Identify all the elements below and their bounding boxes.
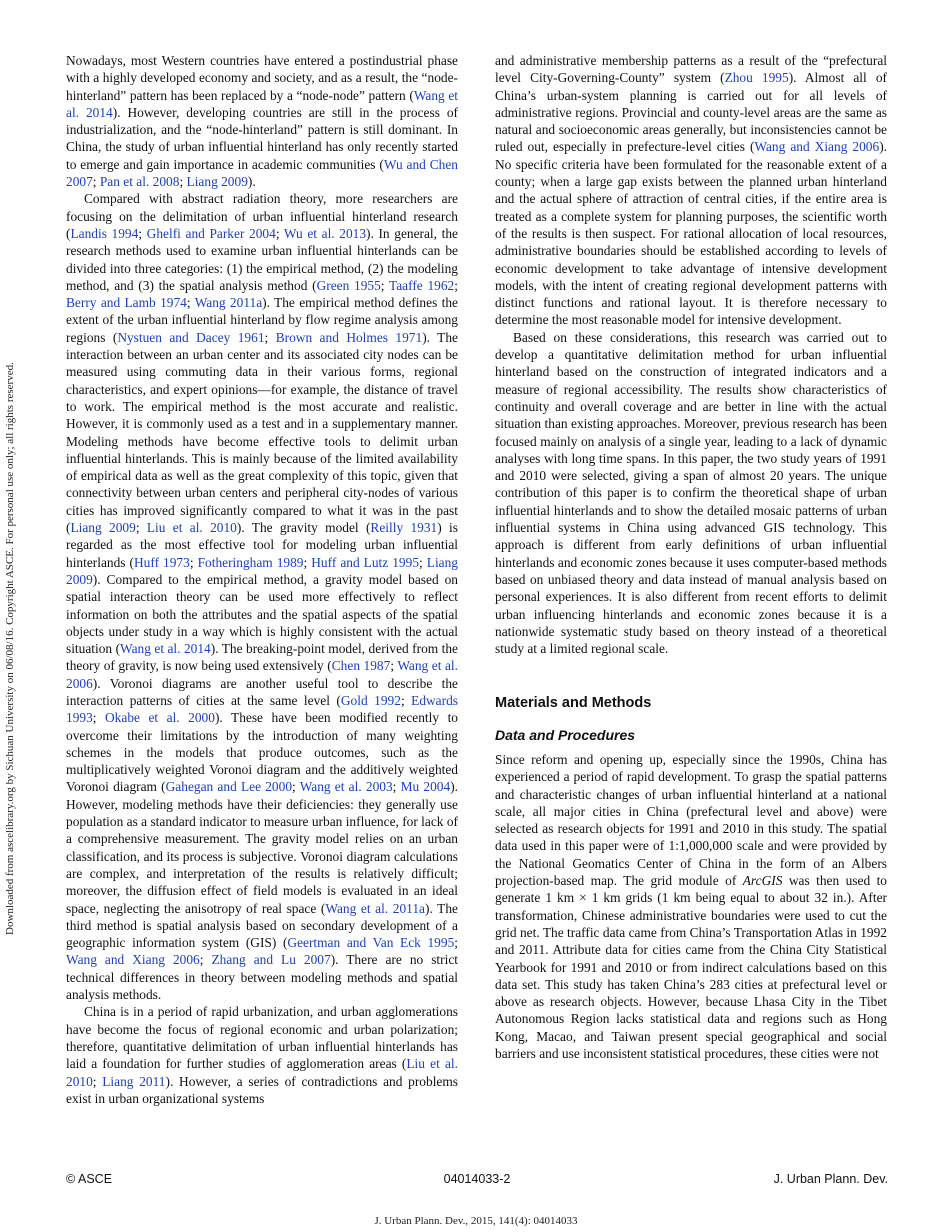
text-run: ;	[138, 225, 147, 241]
citation-link[interactable]: Liu et al. 2010	[66, 1056, 458, 1089]
text-run: ). However, developing countries are still in the process of industrialization, and the “node-hinterland” pattern is still dominant. In China, the study of urban influential hinterland has only recently started to emerge and gain importance in academic communities (	[66, 104, 458, 172]
download-notice-text: Downloaded from ascelibrary.org by Sichuan University on 06/08/16. Copyright ASCE. For personal use only; all rights reserved.	[4, 362, 16, 935]
text-run: ;	[454, 935, 458, 951]
software-name: ArcGIS	[742, 873, 783, 889]
text-run: ). However, a series of contradictions and problems exist in urban organizational systems	[66, 1073, 458, 1106]
text-run: ;	[419, 554, 427, 570]
text-run: ). Compared to the empirical method, a gravity model based on spatial interaction theory can be used more effectively to reflect information on both the attributes and the spatial aspects of the spatial objects under study in a way which is highly consistent with the actual situation (	[66, 571, 458, 657]
subsection-heading: Data and Procedures	[495, 726, 636, 743]
citation-link[interactable]: Zhou 1995	[724, 70, 789, 86]
citation-link[interactable]: Wang 2011a	[194, 295, 263, 311]
text-run: Nowadays, most Western countries have entered a postindustrial phase with a highly developed economy and society, and as a result, the “node-hinterland” pattern has been replaced by a “node-node” pattern (	[66, 53, 458, 103]
text-run: ;	[92, 1073, 103, 1089]
page-number: 04014033-2	[443, 1172, 511, 1186]
text-run: ;	[92, 174, 100, 190]
citation-link[interactable]: Brown and Holmes 1971	[275, 329, 423, 345]
citation-link[interactable]: Landis 1994	[70, 225, 139, 241]
citation-link[interactable]: Fotheringham 1989	[197, 554, 304, 570]
citation-link[interactable]: Wang and Xiang 2006	[66, 952, 200, 968]
text-run: ;	[303, 554, 312, 570]
left-paragraph-1	[66, 52, 458, 190]
citation-link[interactable]: Pan et al. 2008	[99, 174, 180, 190]
text-run: ;	[199, 952, 212, 968]
text-run: and administrative membership patterns as a result of the “prefectural level City-Governing-County” system (	[495, 53, 887, 86]
citation-link[interactable]: Okabe et al. 2000	[105, 710, 215, 726]
text-run: ;	[264, 329, 276, 345]
citation-link[interactable]: Wang et al. 2014	[66, 87, 458, 120]
citation-link[interactable]: Berry and Lamb 1974	[66, 295, 187, 311]
text-run: ;	[135, 520, 147, 536]
right-paragraph-3	[495, 751, 887, 1062]
left-column	[66, 52, 458, 1107]
text-run: ;	[390, 658, 398, 674]
text-run: Compared with abstract radiation theory, more researchers are focusing on the delimitation of urban influential hinterland research (	[66, 191, 458, 241]
citation-link[interactable]: Zhang and Lu 2007	[211, 952, 331, 968]
citation-link[interactable]: Reilly 1931	[370, 520, 438, 536]
citation-link[interactable]: Gahegan and Lee 2000	[165, 779, 293, 795]
text-run: ;	[179, 174, 187, 190]
citation-link[interactable]: Liang 2009	[70, 520, 136, 536]
citation-link[interactable]: Gold 1992	[340, 692, 401, 708]
text-run: Since reform and opening up, especially since the 1990s, China has experienced a period of rapid development. To grasp the spatial patterns and characteristic changes of urban influential hinterland at a national scale, all major cities in China (prefectural level and above) were selected as research objects for 1991 and 2010 in this study. The spatial data used in this paper were of 1:1,000,000 scale and were provided by the National Geomatics Center of China in the form of an Albers projection-based map. The grid module of	[495, 751, 887, 889]
text-run: ). These have been modified recently to overcome their limitations by the introduction of many weighting schemes in the models that produce outcomes, such as the multiplicatively weighted Voronoi diagram and the additively weighted Voronoi diagram (	[66, 710, 458, 795]
text-run: ;	[92, 710, 106, 726]
text-run: ;	[380, 277, 389, 293]
text-run: ). The interaction between an urban center and its associated city nodes can be measured using commuting data in their various forms, regional characteristics, and expert opinions—for example, the distance of travel to work. The empirical method is the most accurate and realistic. However, it is commonly used as a test and in a supplementary manner. Modeling methods have become effective tools to delimit urban influential hinterlands. This is mainly because of the limited availability of empirical data as well as the great complexity of this topic, given that connectivity between urban centers and peripheral city-nodes of various cities has improved significantly compared to what it was in the past (	[66, 329, 458, 536]
text-run: ). Voronoi diagrams are another useful tool to describe the interaction patterns of cities at the same level (	[66, 675, 458, 708]
citation-link[interactable]: Edwards 1993	[66, 692, 458, 726]
citation-link[interactable]: Ghelfi and Parker 2004	[146, 225, 276, 241]
left-paragraph-3	[66, 1003, 458, 1107]
citation-link[interactable]: Liu et al. 2010	[146, 520, 237, 536]
text-run: ;	[189, 554, 198, 570]
citation-link[interactable]: Liang 2009	[66, 554, 458, 587]
citation-link[interactable]: Wu et al. 2013	[283, 225, 367, 241]
left-paragraph-2	[66, 190, 458, 1003]
text-run: ). The breaking-point model, derived from the theory of gravity, is now being used extensively (	[66, 641, 458, 674]
right-column	[495, 52, 887, 1062]
text-run: ). However, modeling methods have their deficiencies: they generally use population as a standard indicator to measure urban influence, for lack of a comprehensive measurement. The gravity model relies on an urban classification, and its process is subjective. Voronoi diagram calculations are complex, and interpretation of the results is relatively difficult; moreover, the diffusion effect of field models is evaluated in an ideal space, neglecting the anisotropy of real space (	[66, 779, 458, 916]
text-run: ). The empirical method defines the extent of the urban influential hinterland by flow regime analysis among regions (	[66, 295, 458, 345]
citation-link[interactable]: Wang et al. 2011a	[325, 900, 425, 916]
text-run: ) is regarded as the most effective tool for modeling urban influential hinterlands (	[66, 520, 458, 570]
citation-link[interactable]: Wang et al. 2006	[66, 658, 458, 691]
text-run: ).	[247, 174, 256, 190]
citation-link[interactable]: Wang et al. 2003	[299, 779, 393, 795]
text-run: ;	[392, 779, 401, 795]
text-run: ;	[292, 779, 300, 795]
text-run: China is in a period of rapid urbanization, and urban agglomerations have become the focus of regional economic and urban polarization; therefore, quantitative delimitation of urban influential hinterlands has laid a foundation for further studies of agglomeration areas (	[66, 1004, 458, 1072]
citation-link[interactable]: Liang 2011	[102, 1073, 166, 1089]
text-run: ). Almost all of China’s urban-system planning is carried out for all levels of administrative regions. Provincial and county-level areas are the same as natural and socioeconomic areas generally, but inconsistencies cannot be ruled out, especially in prefecture-level cities (	[495, 70, 887, 155]
text-run: was then used to generate 1 km × 1 km grids (1 km being equal to about 32 in.). After transformation, Chinese administrative boundaries were used to cut the grid net. The traffic data came from China’s Transportation Atlas in 1992 and 2011. Attribute data for cities came from the China City Statistical Yearbook for 1991 and 2010 or from indirect calculations based on this data set. This study has taken China’s 283 cities at prefectural level or above as research objects. However, because Lhasa City in the Tibet Autonomous Region lacks statistical data and regions such as Hong Kong, Macao, and Taiwan present special geographical and social barriers and use inconsistent statistical procedures, these cities were not	[495, 873, 887, 1062]
citation-link[interactable]: Wu and Chen 2007	[66, 156, 459, 190]
right-paragraph-1	[495, 52, 887, 329]
citation-link[interactable]: Nystuen and Dacey 1961	[117, 329, 265, 345]
text-run: ). There are no strict technical differences in theory between modeling methods and spatial analysis methods.	[66, 952, 458, 1003]
citation-link[interactable]: Green 1955	[316, 277, 381, 293]
citation-line: J. Urban Plann. Dev., 2015, 141(4): 04014033	[374, 1215, 578, 1227]
citation-link[interactable]: Liang 2009	[186, 174, 248, 190]
citation-link[interactable]: Wang and Xiang 2006	[754, 139, 880, 155]
right-paragraph-2: Based on these considerations, this research was carried out to develop a quantitative delimitation method for urban influential hinterland based on the construction of integrated indicators and a measure of regional accessibility. The results show characteristics of continuity and overall coverage and are better in line with the actual situation than existing approaches. Moreover, previous research has been focused mainly on analysis of a single year, leading to a lack of dynamic analyses with long time spans. In this paper, the two study years of 1991 and 2010 were selected, giving a span of almost 20 years. The unique contribution of this paper is to confirm the theoretical shape of urban influential hinterlands and to show the detailed mosaic patterns of urban influential systems in China using advanced GIS technology. This approach is different from early definitions of urban influential hinterlands and economic zones because it uses computer-based methods based on unbiased theory and data instead of manual analysis based on personal experiences. It is also different from recent efforts to delimit urban influencing hinterlands and economic zones because it is a nationwide systematic study based on theory instead of a theoretical study at a limited regional scale.	[495, 329, 887, 657]
text-run: ;	[275, 225, 284, 241]
section-heading: Materials and Methods	[495, 695, 652, 712]
citation-link[interactable]: Huff 1973	[133, 554, 190, 570]
citation-link[interactable]: Geertman and Van Eck 1995	[287, 935, 455, 951]
citation-link[interactable]: Wang et al. 2014	[120, 641, 211, 657]
text-run: ;	[400, 692, 412, 708]
citation-link[interactable]: Huff and Lutz 1995	[311, 554, 420, 570]
journal-name: J. Urban Plann. Dev.	[773, 1172, 888, 1186]
citation-link[interactable]: Chen 1987	[331, 658, 391, 674]
citation-link[interactable]: Taaffe 1962	[389, 277, 455, 293]
copyright: © ASCE	[66, 1172, 113, 1186]
citation-link[interactable]: Mu 2004	[400, 779, 451, 795]
text-run: ). No specific criteria have been formulated for the reasonable extent of a county; when a large gap exists between the planned urban hinterland and the actual sphere of attraction of central cities, if the entire area is treated as a complete system for planning purposes, the scientific worth of the results is then suspect. For rational allocation of local resources, administrative boundaries should be established according to levels of economic development to take advantage of intensive development models, with the intent of creating regional development patterns with distinct functions and rational layout. It is therefore necessary to determine the most reasonable model for intensive development.	[495, 139, 887, 328]
text-run: ;	[454, 277, 458, 293]
text-run: ). The gravity model (	[236, 520, 371, 536]
text-run: ). In general, the research methods used to examine urban influential hinterlands can be divided into three categories: (1) the empirical method, (2) the modeling method, and (3) the spatial analysis method (	[66, 225, 458, 293]
text-run: ). The third method is spatial analysis based on secondary development of a geographic information system (GIS) (	[66, 900, 458, 951]
text-run: ;	[186, 295, 195, 311]
